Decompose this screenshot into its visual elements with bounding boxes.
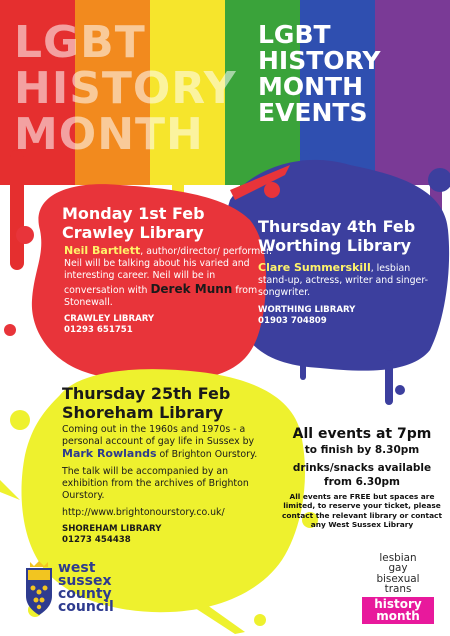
info-time: All events at 7pm bbox=[292, 426, 432, 442]
event3-exhibition: The talk will be accompanied by an exhibition from the archives of Brighton Ourstory. bbox=[62, 466, 249, 501]
info-drinks-time: from 6.30pm bbox=[324, 476, 400, 488]
event1-venue: Crawley Library bbox=[62, 223, 204, 242]
info-finish: to finish by 8.30pm bbox=[304, 444, 420, 456]
council-line: west bbox=[58, 560, 96, 576]
title-line: LGBT bbox=[258, 20, 331, 49]
event2-phone: 01903 704809 bbox=[258, 315, 327, 326]
event2-text: , lesbian stand-up, actress, writer and singer-songwriter. bbox=[258, 263, 428, 299]
info-note: All events are FREE but spaces are limited, to reserve your ticket, please contact the relevant library or contact any West Sussex Library bbox=[282, 492, 442, 530]
event-info bbox=[282, 425, 442, 530]
event1-text2: from Stonewall. bbox=[64, 284, 258, 308]
title-line: HISTORY bbox=[258, 46, 381, 75]
event3-venue: Shoreham Library bbox=[62, 403, 224, 422]
event1-phone: 01293 651751 bbox=[64, 325, 133, 336]
event2-heading bbox=[258, 217, 415, 255]
poster-title bbox=[258, 22, 381, 126]
logo-line: trans bbox=[384, 583, 412, 596]
lgbt-history-month-logo bbox=[362, 553, 434, 624]
info-drinks: drinks/snacks available bbox=[292, 462, 432, 474]
council-line: county bbox=[58, 586, 112, 602]
council-line: council bbox=[58, 599, 114, 615]
logo-line: lesbian bbox=[379, 552, 417, 564]
council-line: sussex bbox=[58, 573, 112, 589]
event3-speaker: Mark Rowlands bbox=[62, 447, 157, 460]
event3-date: Thursday 25th Feb bbox=[62, 384, 231, 403]
event1-guest: Derek Munn bbox=[150, 281, 233, 296]
event2-venue: Worthing Library bbox=[258, 236, 412, 255]
logo-line: gay bbox=[388, 562, 408, 575]
event1-description bbox=[64, 245, 274, 336]
event1-speaker: Neil Bartlett bbox=[64, 244, 141, 257]
event1-text: , author/director/ performer. Neil will be talking about his varied and interesting career. Neil will be in conversation with bbox=[64, 246, 272, 296]
council-logo-text bbox=[58, 562, 114, 614]
event1-heading bbox=[62, 204, 205, 242]
council-crest-icon bbox=[22, 560, 56, 616]
event3-text2: of Brighton Ourstory. bbox=[156, 449, 258, 460]
event2-library: WORTHING LIBRARY bbox=[258, 304, 356, 315]
event3-text: Coming out in the 1960s and 1970s - a personal account of gay life in Sussex by bbox=[62, 424, 255, 447]
event2-date: Thursday 4th Feb bbox=[258, 217, 416, 236]
event2-description bbox=[258, 262, 440, 327]
event3-heading bbox=[62, 384, 230, 422]
event3-url-link[interactable]: http://www.brightonourstory.co.uk/ bbox=[62, 507, 225, 518]
history-month-badge: history month bbox=[362, 597, 434, 624]
event3-description bbox=[62, 424, 277, 546]
event1-library: CRAWLEY LIBRARY bbox=[64, 314, 155, 325]
ghost-title bbox=[14, 17, 237, 160]
ghost-line: MONTH bbox=[14, 109, 204, 160]
title-line: MONTH bbox=[258, 72, 364, 101]
event3-library: SHOREHAM LIBRARY bbox=[62, 524, 162, 534]
title-line: EVENTS bbox=[258, 98, 368, 127]
ghost-line: HISTORY bbox=[14, 63, 237, 114]
event1-date: Monday 1st Feb bbox=[62, 204, 205, 223]
logo-line: bisexual bbox=[376, 572, 420, 585]
event3-phone: 01273 454438 bbox=[62, 535, 131, 545]
event2-speaker: Clare Summerskill bbox=[258, 261, 371, 274]
ghost-line: LGBT bbox=[14, 17, 146, 68]
